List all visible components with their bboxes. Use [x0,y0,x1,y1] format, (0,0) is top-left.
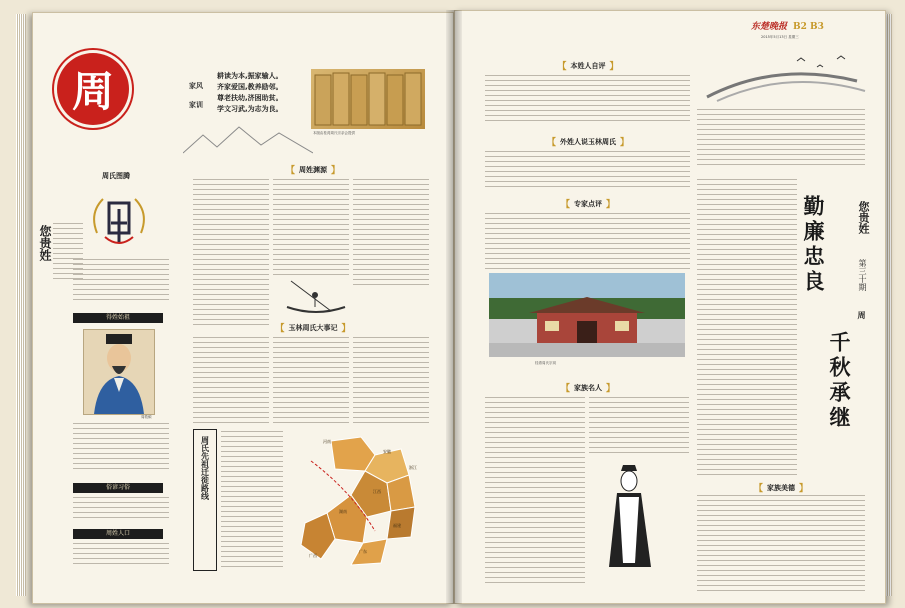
expert-text [485,213,690,271]
right-text-top [697,109,865,169]
page-numbers: B2 B3 [793,22,824,32]
surname-label: 周 [857,311,867,319]
origins-col-3 [353,179,429,289]
boat-illustration [281,275,351,319]
motto-line: 学文习武,为志为良。 [217,105,283,113]
chronicle-col-3 [353,337,429,423]
page-header [751,19,824,32]
motto-line: 尊老扶幼,济困助贫。 [217,94,283,102]
ink-mountain-art [183,123,313,157]
origin-heading: 得姓始祖 [73,313,163,323]
notables-col-1 [485,397,585,587]
chronicle-col-2 [273,337,349,423]
self-review-heading-text: 本姓人自评 [570,61,606,70]
motto-caption: 本版由桂湾周氏宗亲会提供 [313,131,355,135]
motto-lines [217,71,307,115]
newspaper-spread [8,4,898,604]
motto-label [189,73,205,111]
customs-heading: 俗谚习俗 [73,483,163,493]
genealogy-books-photo [311,69,425,129]
map-label: 福建 [393,523,401,528]
outsider-text [485,151,690,191]
migration-title: 周氏先祖迁徙路线 [200,436,210,500]
map-label: 浙江 [409,465,417,470]
ink-birds-art [697,51,867,105]
series-label-right: 您贵姓 [857,201,870,234]
population-heading: 周姓人口 [73,529,163,539]
map-label: 广东 [359,549,367,554]
motto-label-text: 家风家训 [189,82,203,109]
totem-emblem [89,193,149,251]
chronicle-col-1 [193,337,269,423]
totem-heading-text: 周氏图腾 [102,172,130,180]
outsider-heading: 【 外姓人说玉林周氏 】 [546,137,630,148]
badge-char: 周 [71,67,114,116]
issue-number: 第三十期 [858,259,867,291]
self-review-heading: 【 本姓人自评 】 [557,61,619,72]
map-label: 湖南 [339,509,347,514]
origins-heading-text: 周姓渊源 [299,165,327,174]
origin-text [73,423,169,471]
issue-date: 2015年5月13日 星期三 [761,35,799,39]
series-label-left: 您贵姓 [38,225,52,261]
map-label: 安徽 [383,449,391,454]
origins-col-2 [273,179,349,275]
surname-badge [57,53,129,125]
chronicle-heading: 【 玉林周氏大事记 】 [275,323,351,334]
slogan-b: 千秋承继 [827,331,852,431]
slogan-a: 勤廉忠良 [801,195,826,295]
self-review-text [485,75,690,123]
customs-text [73,497,169,521]
right-page [454,10,886,604]
book-gutter [446,10,462,604]
right-text-column [697,179,797,479]
expert-heading: 【 专家点评 】 [560,199,616,210]
motto-line: 齐家爱国,教养励邻。 [217,83,283,91]
left-page-edge [16,14,26,596]
ancestor-portrait [83,329,155,415]
chronicle-heading-text: 玉林周氏大事记 [288,323,338,332]
totem-heading [71,171,161,181]
migration-text [221,431,283,567]
photo-caption: 桂湾周氏宗祠 [535,361,556,365]
map-label: 河南 [323,439,331,444]
migration-title-box [193,429,217,571]
notables-heading: 【 家族名人 】 [560,383,616,394]
scholar-painting [595,463,665,573]
ancestral-hall-photo [489,273,685,357]
map-label: 广西 [309,553,317,558]
left-page [32,12,454,604]
population-text [73,543,169,565]
totem-text [73,259,169,301]
expert-heading-text: 专家点评 [574,199,602,208]
virtue-text [697,495,865,591]
masthead: 东楚晚报 [751,22,788,32]
motto-line: 耕读为本,振家输人。 [217,72,283,80]
outsider-heading-text: 外姓人说玉林周氏 [560,137,616,146]
notables-heading-text: 家族名人 [574,383,602,392]
virtue-heading: 【 家族美德 】 [753,483,809,494]
origins-heading: 【 周姓渊源 】 [285,165,341,176]
origins-col-1 [193,179,269,329]
virtue-heading-text: 家族美德 [767,483,795,492]
portrait-caption: 周敦颐 [141,415,152,419]
notables-col-2 [589,397,689,457]
map-label: 江西 [373,489,381,494]
